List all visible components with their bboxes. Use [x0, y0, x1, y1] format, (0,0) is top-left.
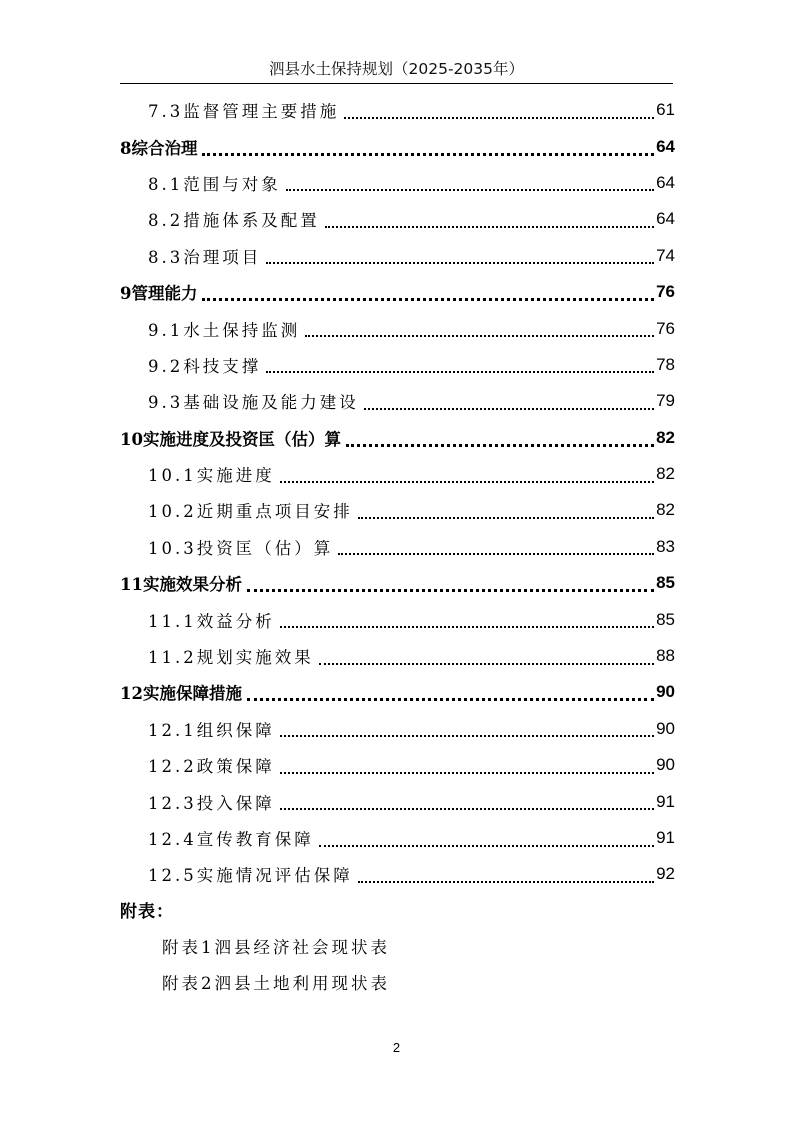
- toc-entry-title: 10.3投资匡（估）算: [148, 538, 334, 558]
- toc-section-entry[interactable]: [120, 601, 675, 637]
- toc-entry-title: 12.3投入保障: [148, 793, 275, 813]
- toc-dot-leader: [364, 407, 654, 410]
- toc-dot-leader: [358, 516, 654, 519]
- toc-dot-leader: [280, 480, 654, 483]
- toc-section-entry[interactable]: [120, 238, 675, 274]
- toc-chapter-entry[interactable]: [120, 128, 675, 164]
- toc-dot-leader: [319, 844, 654, 847]
- appendix-item[interactable]: 附表1泗县经济社会现状表: [162, 938, 390, 957]
- toc-entry-page: 74: [656, 245, 675, 265]
- toc-entry-page: 88: [656, 646, 675, 666]
- toc-dot-leader: [202, 152, 654, 156]
- toc-dot-leader: [325, 225, 654, 228]
- toc-entry-title: 12.1组织保障: [148, 720, 275, 740]
- toc-entry-page: 82: [656, 427, 675, 447]
- toc-entry-title: 12.5实施情况评估保障: [148, 866, 353, 886]
- toc-entry-page: 91: [656, 828, 675, 847]
- toc-entry-page: 85: [656, 609, 675, 629]
- toc-section-entry[interactable]: [120, 201, 675, 237]
- toc-dot-leader: [202, 297, 654, 301]
- appendix-item[interactable]: 附表2泗县土地利用现状表: [162, 974, 390, 993]
- toc-entry-page: 90: [656, 718, 675, 738]
- toc-chapter-entry[interactable]: [120, 565, 675, 601]
- toc-dot-leader: [266, 370, 654, 373]
- toc-dot-leader: [280, 807, 654, 810]
- toc-dot-leader: [247, 588, 654, 592]
- toc-entry-page: 82: [656, 464, 675, 484]
- toc-entry-page: 64: [656, 136, 675, 156]
- toc-entry-page: 92: [656, 864, 675, 884]
- toc-dot-leader: [358, 880, 654, 883]
- toc-entry-page: 78: [656, 354, 675, 374]
- toc-section-entry[interactable]: [120, 747, 675, 783]
- toc-entry-title: 11.2规划实施效果: [148, 648, 314, 668]
- toc-entry-title: 8综合治理: [120, 138, 198, 158]
- toc-section-entry[interactable]: [120, 456, 675, 492]
- toc-entry-page: 61: [656, 100, 675, 120]
- toc-section-entry[interactable]: [120, 529, 675, 565]
- appendix-list: [162, 930, 390, 1002]
- toc-entry-title: 9.2科技支撑: [148, 356, 262, 376]
- toc-dot-leader: [319, 662, 654, 665]
- toc-section-entry[interactable]: [120, 783, 675, 819]
- toc-entry-page: 85: [656, 573, 675, 593]
- toc-section-entry[interactable]: [120, 383, 675, 419]
- toc-dot-leader: [344, 116, 654, 119]
- toc-section-entry[interactable]: [120, 820, 675, 856]
- toc-section-entry[interactable]: [120, 856, 675, 892]
- toc-entry-title: 8.3治理项目: [148, 247, 262, 267]
- toc-chapter-entry[interactable]: [120, 274, 675, 310]
- toc-entry-title: 10.2近期重点项目安排: [148, 502, 353, 522]
- toc-section-entry[interactable]: [120, 165, 675, 201]
- toc-entry-page: 90: [656, 755, 675, 775]
- toc-entry-page: 64: [656, 209, 675, 229]
- toc-entry-page: 82: [656, 500, 675, 520]
- toc-dot-leader: [280, 734, 654, 737]
- toc-dot-leader: [305, 334, 654, 337]
- page-header: 泗县水土保持规划（2025-2035年）: [269, 60, 524, 78]
- toc-dot-leader: [338, 552, 654, 555]
- toc-entry-title: 12.2政策保障: [148, 757, 275, 777]
- toc-chapter-entry[interactable]: [120, 420, 675, 456]
- toc-entry-title: 11实施效果分析: [120, 575, 242, 595]
- toc-section-entry[interactable]: [120, 310, 675, 346]
- toc-entry-page: 79: [656, 391, 675, 411]
- toc-entry-title: 12.4宣传教育保障: [148, 830, 314, 849]
- toc-entry-page: 90: [656, 682, 675, 702]
- toc-chapter-entry[interactable]: [120, 674, 675, 710]
- toc-section-entry[interactable]: [120, 347, 675, 383]
- toc-dot-leader: [247, 697, 654, 701]
- toc-dot-leader: [286, 188, 654, 191]
- toc-entry-title: 7.3监督管理主要措施: [148, 102, 340, 122]
- toc-entry-title: 9.3基础设施及能力建设: [148, 393, 359, 413]
- toc-section-entry[interactable]: [120, 92, 675, 128]
- header-rule: [120, 83, 673, 84]
- toc-section-entry[interactable]: [120, 711, 675, 747]
- toc-dot-leader: [280, 625, 654, 628]
- toc-section-entry[interactable]: [120, 492, 675, 528]
- toc-section-entry[interactable]: [120, 638, 675, 674]
- toc-entry-title: 9.1水土保持监测: [148, 320, 301, 340]
- toc-entry-title: 8.2措施体系及配置: [148, 211, 320, 231]
- toc-entry-title: 9管理能力: [120, 284, 198, 304]
- toc-entry-page: 83: [656, 536, 675, 556]
- page-number: 2: [392, 1040, 401, 1055]
- appendix-heading: 附表：: [120, 902, 174, 922]
- toc-dot-leader: [266, 261, 654, 264]
- table-of-contents: [120, 92, 675, 893]
- toc-entry-title: 8.1范围与对象: [148, 174, 281, 194]
- toc-entry-title: 10实施进度及投资匡（估）算: [120, 429, 341, 449]
- toc-entry-page: 76: [656, 318, 675, 338]
- toc-dot-leader: [346, 443, 654, 447]
- toc-entry-title: 12实施保障措施: [120, 684, 242, 704]
- toc-entry-page: 76: [656, 282, 675, 302]
- toc-dot-leader: [280, 771, 654, 774]
- toc-entry-title: 11.1效益分析: [148, 611, 275, 631]
- toc-entry-page: 64: [656, 172, 675, 192]
- toc-entry-page: 91: [656, 791, 675, 811]
- toc-entry-title: 10.1实施进度: [148, 466, 275, 486]
